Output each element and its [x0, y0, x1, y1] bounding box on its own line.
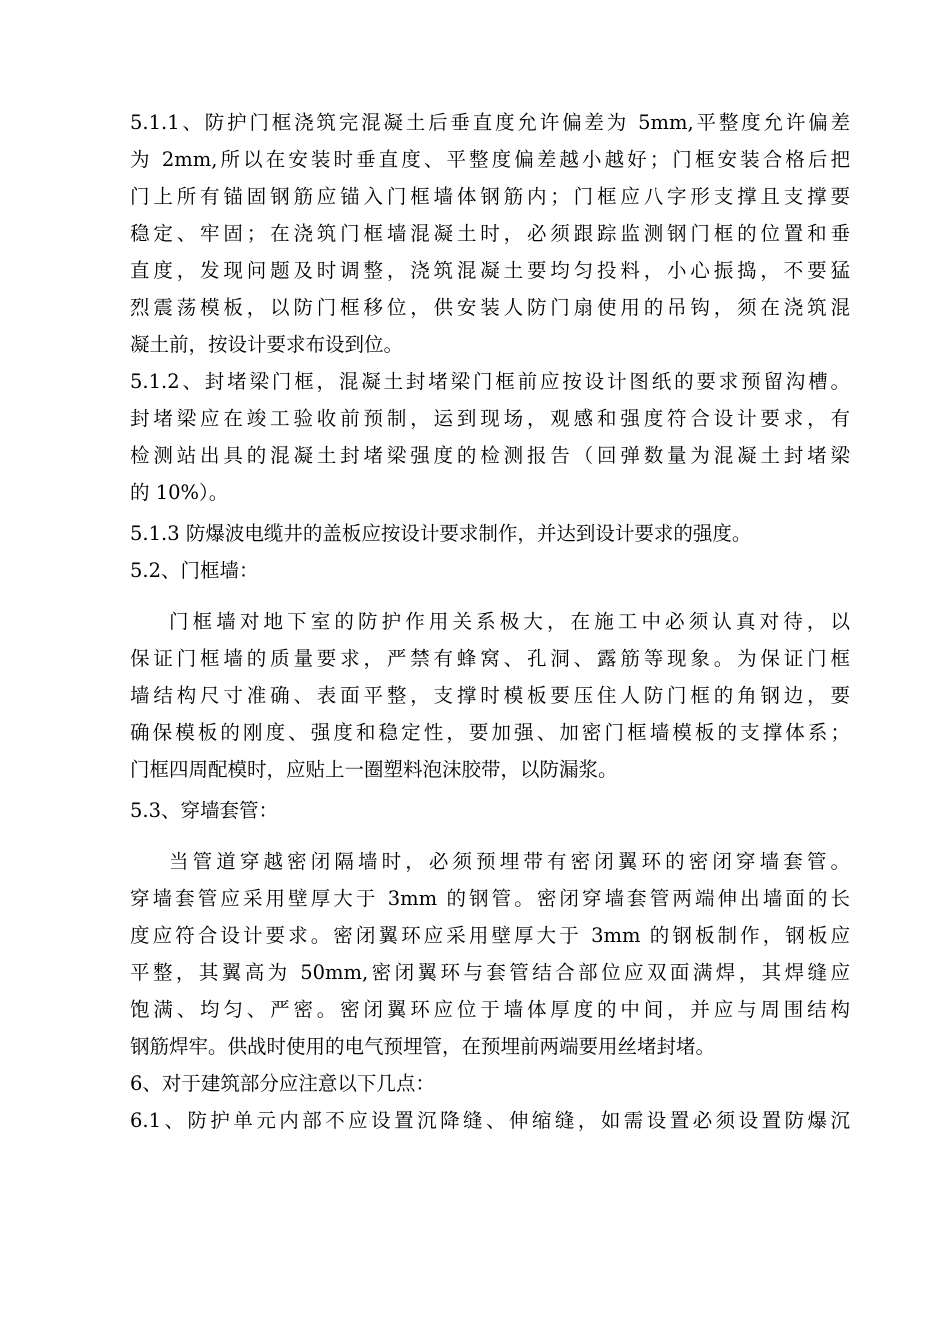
text-line: 墙结构尺寸准确、表面平整，支撑时模板要压住人防门框的角钢边，要	[130, 684, 850, 707]
text-line: 门框四周配模时，应贴上一圈塑料泡沫胶带，以防漏浆。	[130, 758, 618, 781]
text-line: 当管道穿越密闭隔墙时，必须预埋带有密闭翼环的密闭穿墙套管。	[169, 850, 850, 873]
document-page	[130, 104, 850, 1139]
paragraph-5-2	[130, 603, 850, 788]
text-line: 保证门框墙的质量要求，严禁有蜂窝、孔洞、露筋等现象。为保证门框	[130, 647, 850, 670]
text-line: 直度，发现问题及时调整，浇筑混凝土要均匀投料，小心振捣，不要猛	[130, 259, 850, 282]
text-line: 凝土前，按设计要求布设到位。	[130, 333, 404, 356]
text-line: 稳定、牢固；在浇筑门框墙混凝土时，必须跟踪监测钢门框的位置和垂	[130, 222, 850, 245]
text-line: 封堵梁应在竣工验收前预制，运到现场，观感和强度符合设计要求，有	[130, 407, 850, 430]
section-heading: 5.3、穿墙套管：	[130, 799, 279, 822]
paragraph-5-3	[130, 843, 850, 1065]
text-line: 平整，其翼高为 50mm,密闭翼环与套管结合部位应双面满焊，其焊缝应	[130, 961, 850, 984]
section-heading: 6、对于建筑部分应注意以下几点：	[130, 1072, 435, 1095]
text-line: 烈震荡模板，以防门框移位，供安装人防门扇使用的吊钩，须在浇筑混	[130, 296, 850, 319]
paragraph-5-1-1	[130, 104, 850, 363]
text-line: 的 10%）。	[130, 481, 229, 504]
text-line: 门框墙对地下室的防护作用关系极大，在施工中必须认真对待，以	[169, 610, 850, 633]
section-heading: 5.2、门框墙：	[130, 559, 259, 582]
text-line: 饱满、均匀、严密。密闭翼环应位于墙体厚度的中间，并应与周围结构	[130, 998, 850, 1021]
text-line: 5.1.1、防护门框浇筑完混凝土后垂直度允许偏差为 5mm,平整度允许偏差	[130, 111, 850, 134]
text-line: 穿墙套管应采用壁厚大于 3mm 的钢管。密闭穿墙套管两端伸出墙面的长	[130, 887, 850, 910]
text-line: 门上所有锚固钢筋应锚入门框墙体钢筋内；门框应八字形支撑且支撑要	[130, 185, 850, 208]
paragraph-5-1-2	[130, 363, 850, 511]
text-line: 6.1、防护单元内部不应设置沉降缝、伸缩缝，如需设置必须设置防爆沉	[130, 1109, 850, 1132]
heading-5-2	[130, 552, 850, 589]
heading-5-3	[130, 792, 850, 829]
text-line: 钢筋焊牢。供战时使用的电气预埋管，在预埋前两端要用丝堵封堵。	[130, 1035, 716, 1058]
paragraph-5-1-3	[130, 515, 850, 552]
text-line: 为 2mm,所以在安装时垂直度、平整度偏差越小越好；门框安装合格后把	[130, 148, 850, 171]
text-line: 检测站出具的混凝土封堵梁强度的检测报告（回弹数量为混凝土封堵梁	[130, 444, 850, 467]
text-line: 5.1.3 防爆波电缆井的盖板应按设计要求制作，并达到设计要求的强度。	[130, 522, 752, 545]
heading-6	[130, 1065, 850, 1102]
text-line: 5.1.2、封堵梁门框，混凝土封堵梁门框前应按设计图纸的要求预留沟槽。	[130, 370, 850, 393]
paragraph-6-1	[130, 1102, 850, 1139]
text-line: 度应符合设计要求。密闭翼环应采用壁厚大于 3mm 的钢板制作，钢板应	[130, 924, 850, 947]
text-line: 确保模板的刚度、强度和稳定性，要加强、加密门框墙模板的支撑体系；	[130, 721, 850, 744]
